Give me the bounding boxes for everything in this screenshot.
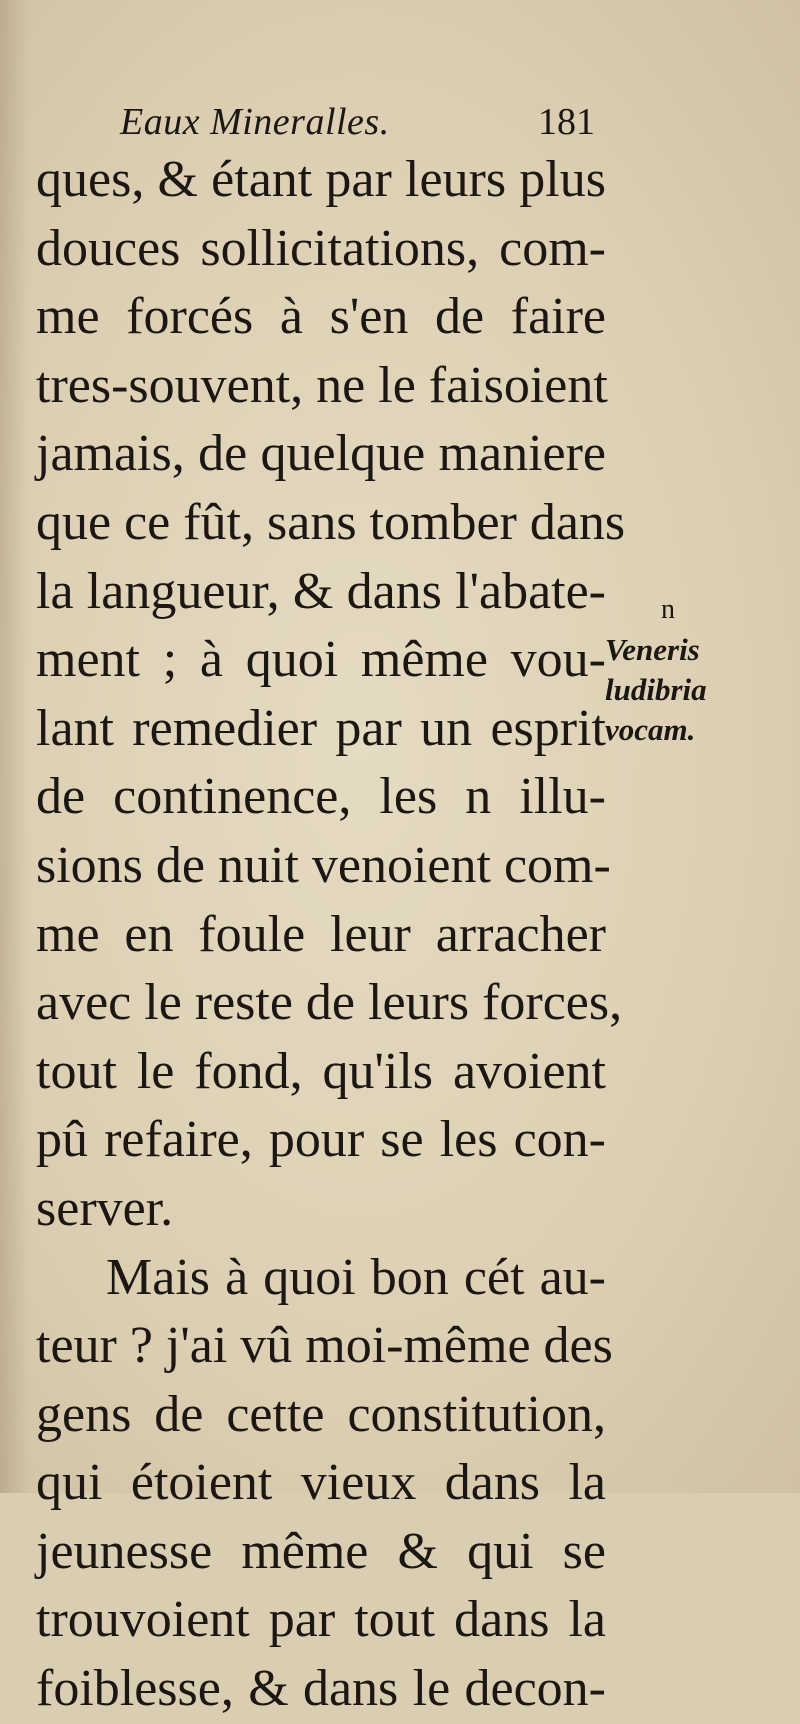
text-line: trouvoient par tout dans la (36, 1591, 606, 1649)
text-line: me en foule leur arracher (36, 905, 606, 963)
text-line: me forcés à s'en de faire (36, 288, 606, 346)
text-line: que ce fût, sans tomber dans (36, 493, 626, 551)
spine-shadow (0, 0, 30, 1493)
text-line: jeunesse même & qui se (36, 1522, 606, 1580)
text-line: gens de cette constitution, (36, 1385, 606, 1443)
margin-note-marker: n (661, 594, 675, 625)
text-line: tres-souvent, ne le faisoient (36, 356, 608, 414)
text-line: sions de nuit venoient com- (36, 836, 611, 894)
page-number: 181 (538, 101, 595, 143)
margin-note-line: Veneris (605, 632, 700, 667)
text-line: lant remedier par un esprit (36, 699, 606, 757)
page-header (120, 100, 595, 150)
body-text (36, 146, 626, 1724)
text-line: pû refaire, pour se les con- (36, 1111, 606, 1169)
margin-note-line: vocam. (605, 712, 696, 747)
text-line: la langueur, & dans l'abate- (36, 562, 606, 620)
text-line: qui étoient vieux dans la (36, 1454, 606, 1512)
text-line: ques, & étant par leurs plus (36, 151, 606, 208)
text-line: avec le reste de leurs forces, (36, 974, 623, 1032)
running-title: Eaux Mineralles. (120, 101, 390, 143)
margin-note-line: ludibria (605, 672, 707, 707)
paragraph-first-line: Mais à quoi bon cét au- (106, 1248, 606, 1306)
text-line: teur ? j'ai vû moi-même des (36, 1317, 613, 1375)
text-line: foiblesse, & dans le decon- (36, 1660, 606, 1718)
text-line: tout le fond, qu'ils avoient (36, 1042, 606, 1100)
text-line: ment ; à quoi même vou- (36, 631, 606, 689)
margin-note (605, 590, 795, 750)
text-line: de continence, les n illu- (36, 768, 606, 826)
paragraph-end-line: server. (36, 1179, 174, 1237)
text-line: jamais, de quelque maniere (36, 425, 606, 483)
text-line: douces sollicitations, com- (36, 219, 606, 277)
